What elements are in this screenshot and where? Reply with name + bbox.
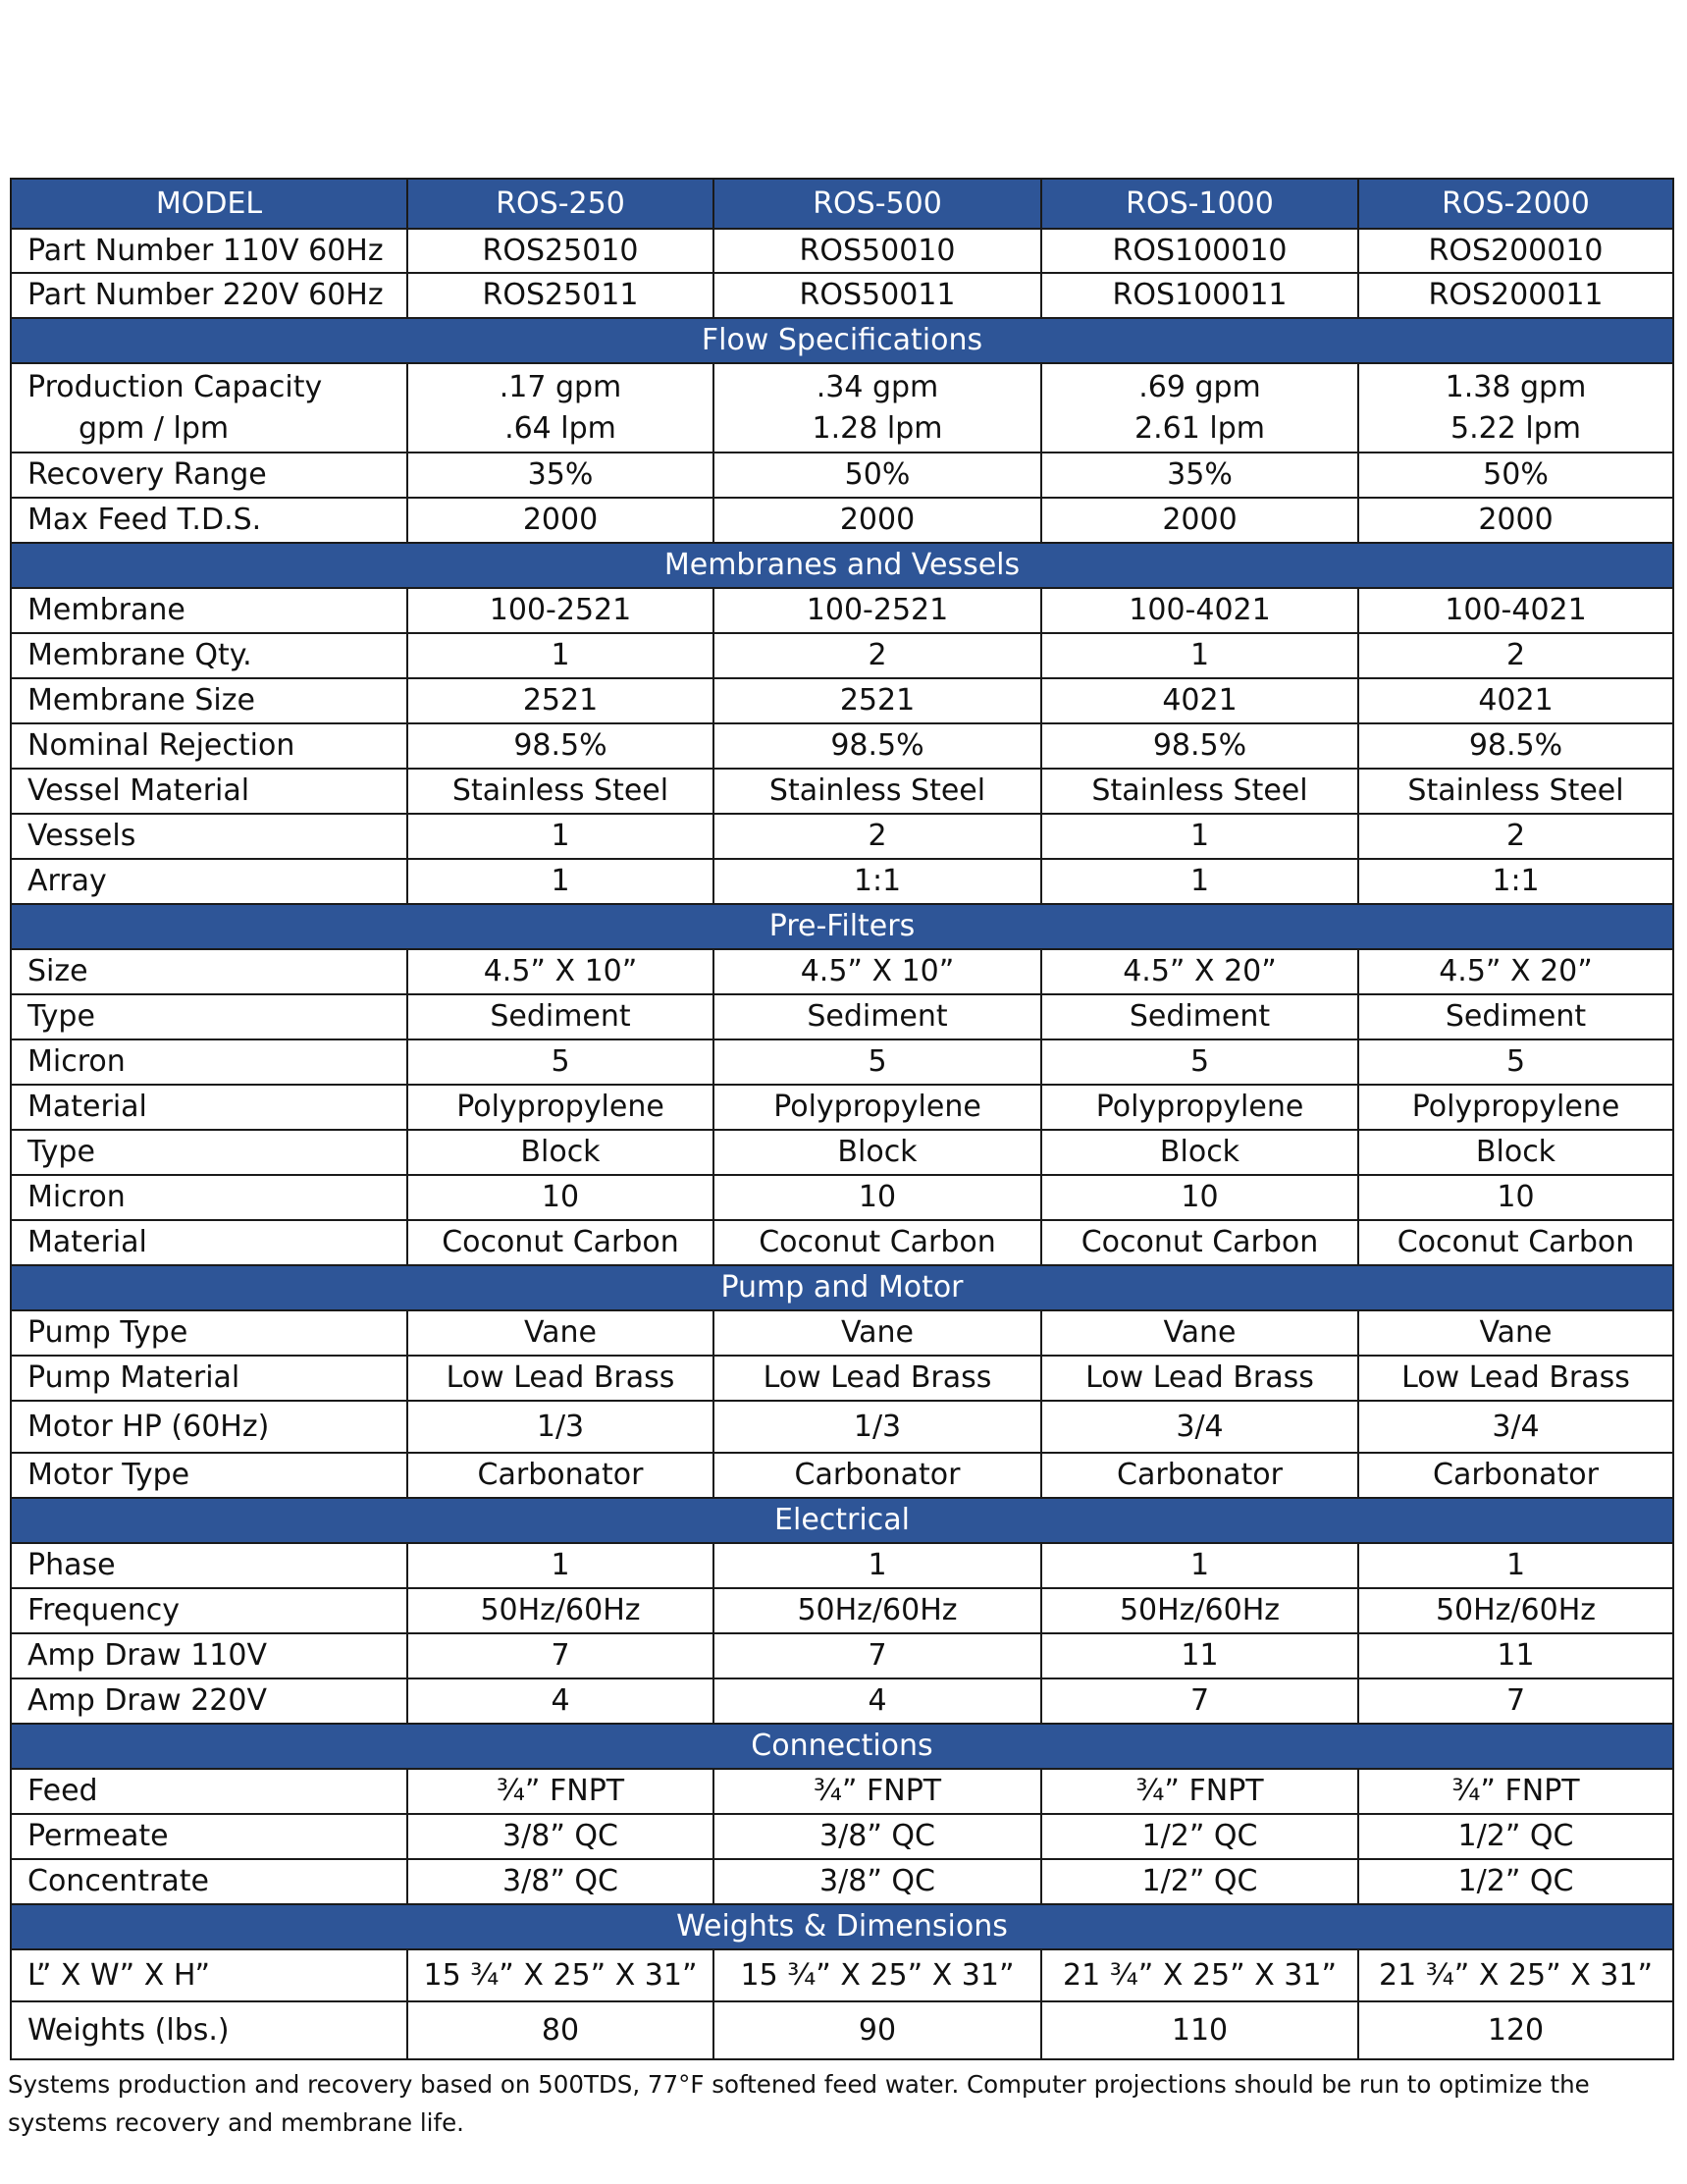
row-label: Pump Material: [11, 1356, 407, 1401]
table-cell: 1: [1358, 1543, 1673, 1588]
table-cell: Vane: [1041, 1310, 1358, 1356]
row-label: Permeate: [11, 1814, 407, 1859]
table-cell: 100-4021: [1358, 588, 1673, 633]
table-cell: Sediment: [1041, 994, 1358, 1039]
table-cell: 1: [713, 1543, 1041, 1588]
table-cell: 5: [1041, 1039, 1358, 1085]
table-row: [11, 1769, 1673, 1814]
row-label: Phase: [11, 1543, 407, 1588]
table-cell: 21 ¾” X 25” X 31”: [1358, 1949, 1673, 2001]
table-cell: 2: [713, 633, 1041, 678]
table-cell: 2000: [407, 498, 713, 543]
table-row: [11, 229, 1673, 273]
table-cell: 10: [1358, 1175, 1673, 1220]
table-cell: [713, 363, 1041, 453]
table-cell: 1: [1041, 1543, 1358, 1588]
table-cell: 110: [1041, 2001, 1358, 2059]
table-cell: 21 ¾” X 25” X 31”: [1041, 1949, 1358, 2001]
table-cell: 7: [407, 1633, 713, 1678]
table-row: [11, 1814, 1673, 1859]
table-row: [11, 1949, 1673, 2001]
row-label: Material: [11, 1220, 407, 1265]
row-label: Membrane Size: [11, 678, 407, 723]
table-cell: [1041, 363, 1358, 453]
row-label: Membrane Qty.: [11, 633, 407, 678]
table-row: [11, 363, 1673, 453]
table-row: [11, 1859, 1673, 1904]
row-label: Amp Draw 110V: [11, 1633, 407, 1678]
table-cell: ROS50010: [713, 229, 1041, 273]
table-cell: 1:1: [1358, 859, 1673, 904]
table-cell: ROS200011: [1358, 273, 1673, 318]
table-cell: 2: [1358, 814, 1673, 859]
table-row: [11, 1085, 1673, 1130]
table-cell: Polypropylene: [1041, 1085, 1358, 1130]
table-cell: 4.5” X 20”: [1041, 949, 1358, 994]
table-row: [11, 814, 1673, 859]
table-cell: 4: [713, 1678, 1041, 1724]
header-ros-1000: ROS-1000: [1041, 179, 1358, 229]
table-cell: Carbonator: [713, 1453, 1041, 1498]
section-title: Membranes and Vessels: [11, 543, 1673, 588]
table-cell: 2000: [1358, 498, 1673, 543]
table-cell: 50Hz/60Hz: [713, 1588, 1041, 1633]
row-label: Feed: [11, 1769, 407, 1814]
table-cell: 15 ¾” X 25” X 31”: [407, 1949, 713, 2001]
table-cell: ROS25011: [407, 273, 713, 318]
table-cell: ROS50011: [713, 273, 1041, 318]
table-row: [11, 1356, 1673, 1401]
row-label: Type: [11, 994, 407, 1039]
row-label-main: Production Capacity: [27, 369, 323, 404]
table-cell: 3/8” QC: [713, 1859, 1041, 1904]
table-cell: 50Hz/60Hz: [1041, 1588, 1358, 1633]
section-row: [11, 904, 1673, 949]
table-cell: Stainless Steel: [1358, 769, 1673, 814]
table-cell: 80: [407, 2001, 713, 2059]
table-cell: Vane: [713, 1310, 1041, 1356]
cell-line: .17 gpm: [499, 369, 622, 404]
table-cell: [407, 363, 713, 453]
table-cell: [1358, 363, 1673, 453]
table-cell: Sediment: [713, 994, 1041, 1039]
row-label-sub: gpm / lpm: [79, 410, 230, 446]
table-cell: 1/2” QC: [1358, 1814, 1673, 1859]
row-label: Size: [11, 949, 407, 994]
table-row: [11, 498, 1673, 543]
header-ros-500: ROS-500: [713, 179, 1041, 229]
table-cell: 4021: [1041, 678, 1358, 723]
table-cell: 2: [713, 814, 1041, 859]
row-label: Material: [11, 1085, 407, 1130]
table-cell: 100-4021: [1041, 588, 1358, 633]
table-row: [11, 1401, 1673, 1453]
table-cell: Vane: [407, 1310, 713, 1356]
table-cell: 1: [1041, 814, 1358, 859]
table-cell: 4: [407, 1678, 713, 1724]
table-cell: 11: [1358, 1633, 1673, 1678]
table-cell: ROS100011: [1041, 273, 1358, 318]
table-cell: 2521: [713, 678, 1041, 723]
row-label: Vessels: [11, 814, 407, 859]
table-cell: Low Lead Brass: [407, 1356, 713, 1401]
table-row: [11, 678, 1673, 723]
section-row: [11, 1724, 1673, 1769]
section-title: Pre-Filters: [11, 904, 1673, 949]
table-cell: 3/8” QC: [713, 1814, 1041, 1859]
table-cell: Coconut Carbon: [1358, 1220, 1673, 1265]
table-row: [11, 1310, 1673, 1356]
table-cell: ¾” FNPT: [713, 1769, 1041, 1814]
table-cell: 98.5%: [1358, 723, 1673, 769]
table-cell: Carbonator: [1358, 1453, 1673, 1498]
table-cell: Vane: [1358, 1310, 1673, 1356]
table-cell: 120: [1358, 2001, 1673, 2059]
table-cell: Low Lead Brass: [713, 1356, 1041, 1401]
table-row: [11, 949, 1673, 994]
row-label: Pump Type: [11, 1310, 407, 1356]
table-cell: 35%: [407, 453, 713, 498]
table-row: [11, 1130, 1673, 1175]
table-row: [11, 1633, 1673, 1678]
table-cell: ROS200010: [1358, 229, 1673, 273]
table-cell: 90: [713, 2001, 1041, 2059]
row-label: Nominal Rejection: [11, 723, 407, 769]
cell-line: 5.22 lpm: [1450, 410, 1581, 446]
section-title: Pump and Motor: [11, 1265, 1673, 1310]
table-cell: Low Lead Brass: [1358, 1356, 1673, 1401]
table-cell: ROS100010: [1041, 229, 1358, 273]
table-cell: 1: [407, 859, 713, 904]
row-label: Type: [11, 1130, 407, 1175]
table-cell: 10: [407, 1175, 713, 1220]
table-cell: 4.5” X 10”: [713, 949, 1041, 994]
table-cell: 1: [407, 633, 713, 678]
table-cell: Polypropylene: [407, 1085, 713, 1130]
table-cell: 7: [1041, 1678, 1358, 1724]
section-row: [11, 1265, 1673, 1310]
table-cell: Sediment: [407, 994, 713, 1039]
row-label: Concentrate: [11, 1859, 407, 1904]
row-label: Part Number 110V 60Hz: [11, 229, 407, 273]
section-row: [11, 1498, 1673, 1543]
table-row: [11, 2001, 1673, 2059]
row-label: [11, 363, 407, 453]
table-row: [11, 723, 1673, 769]
table-row: [11, 273, 1673, 318]
table-cell: Block: [1041, 1130, 1358, 1175]
table-cell: 98.5%: [407, 723, 713, 769]
table-cell: ¾” FNPT: [407, 1769, 713, 1814]
table-cell: 5: [1358, 1039, 1673, 1085]
row-label: Micron: [11, 1175, 407, 1220]
table-cell: 98.5%: [1041, 723, 1358, 769]
table-cell: 2: [1358, 633, 1673, 678]
table-row: [11, 1588, 1673, 1633]
footnote: [8, 2065, 1676, 2142]
table-row: [11, 994, 1673, 1039]
cell-line: .34 gpm: [816, 369, 939, 404]
table-cell: 11: [1041, 1633, 1358, 1678]
table-cell: Carbonator: [1041, 1453, 1358, 1498]
table-cell: 100-2521: [407, 588, 713, 633]
row-label: Array: [11, 859, 407, 904]
table-cell: Stainless Steel: [713, 769, 1041, 814]
section-row: [11, 318, 1673, 363]
row-label: Vessel Material: [11, 769, 407, 814]
section-title: Weights & Dimensions: [11, 1904, 1673, 1949]
table-cell: 10: [1041, 1175, 1358, 1220]
spec-table: [10, 178, 1674, 2060]
table-cell: 35%: [1041, 453, 1358, 498]
table-cell: 10: [713, 1175, 1041, 1220]
header-row: [11, 179, 1673, 229]
cell-line: 1.38 gpm: [1445, 369, 1587, 404]
header-ros-250: ROS-250: [407, 179, 713, 229]
row-label: Motor HP (60Hz): [11, 1401, 407, 1453]
table-cell: Block: [407, 1130, 713, 1175]
footnote-line-1: Systems production and recovery based on 500TDS, 77°F softened feed water. Computer projections should be run to optimize the: [8, 2070, 1590, 2099]
table-cell: 1:1: [713, 859, 1041, 904]
table-row: [11, 453, 1673, 498]
table-row: [11, 769, 1673, 814]
table-row: [11, 1453, 1673, 1498]
table-cell: ¾” FNPT: [1358, 1769, 1673, 1814]
table-cell: 1/2” QC: [1041, 1859, 1358, 1904]
table-cell: 50Hz/60Hz: [1358, 1588, 1673, 1633]
table-cell: 1/3: [407, 1401, 713, 1453]
table-row: [11, 859, 1673, 904]
cell-line: .69 gpm: [1138, 369, 1261, 404]
table-cell: Stainless Steel: [407, 769, 713, 814]
table-cell: Coconut Carbon: [407, 1220, 713, 1265]
table-cell: 1: [407, 1543, 713, 1588]
table-cell: 3/4: [1041, 1401, 1358, 1453]
row-label: Motor Type: [11, 1453, 407, 1498]
table-cell: ROS25010: [407, 229, 713, 273]
section-row: [11, 543, 1673, 588]
table-cell: 15 ¾” X 25” X 31”: [713, 1949, 1041, 2001]
section-title: Flow Specifications: [11, 318, 1673, 363]
table-cell: 50Hz/60Hz: [407, 1588, 713, 1633]
spec-table-body: [11, 179, 1673, 2059]
table-cell: Carbonator: [407, 1453, 713, 1498]
table-cell: 4021: [1358, 678, 1673, 723]
row-label: Max Feed T.D.S.: [11, 498, 407, 543]
table-cell: 1/3: [713, 1401, 1041, 1453]
header-ros-2000: ROS-2000: [1358, 179, 1673, 229]
table-cell: Block: [1358, 1130, 1673, 1175]
table-cell: ¾” FNPT: [1041, 1769, 1358, 1814]
section-title: Electrical: [11, 1498, 1673, 1543]
table-cell: 1: [407, 814, 713, 859]
row-label: Micron: [11, 1039, 407, 1085]
table-cell: 1: [1041, 633, 1358, 678]
table-row: [11, 1220, 1673, 1265]
table-cell: Stainless Steel: [1041, 769, 1358, 814]
table-cell: 2521: [407, 678, 713, 723]
row-label: Amp Draw 220V: [11, 1678, 407, 1724]
table-cell: Polypropylene: [713, 1085, 1041, 1130]
table-cell: 1/2” QC: [1358, 1859, 1673, 1904]
table-cell: Polypropylene: [1358, 1085, 1673, 1130]
table-cell: 3/4: [1358, 1401, 1673, 1453]
row-label: Frequency: [11, 1588, 407, 1633]
table-cell: 100-2521: [713, 588, 1041, 633]
cell-line: .64 lpm: [504, 410, 616, 446]
section-row: [11, 1904, 1673, 1949]
row-label: Weights (lbs.): [11, 2001, 407, 2059]
table-cell: 3/8” QC: [407, 1814, 713, 1859]
table-row: [11, 633, 1673, 678]
cell-line: 2.61 lpm: [1134, 410, 1265, 446]
row-label: Membrane: [11, 588, 407, 633]
table-row: [11, 1678, 1673, 1724]
table-row: [11, 1175, 1673, 1220]
table-cell: 4.5” X 20”: [1358, 949, 1673, 994]
row-label: Part Number 220V 60Hz: [11, 273, 407, 318]
row-label: L” X W” X H”: [11, 1949, 407, 2001]
header-model: MODEL: [11, 179, 407, 229]
table-row: [11, 1039, 1673, 1085]
table-cell: 2000: [1041, 498, 1358, 543]
table-cell: 1: [1041, 859, 1358, 904]
table-cell: 3/8” QC: [407, 1859, 713, 1904]
row-label: Recovery Range: [11, 453, 407, 498]
section-title: Connections: [11, 1724, 1673, 1769]
table-cell: 1/2” QC: [1041, 1814, 1358, 1859]
table-cell: Coconut Carbon: [713, 1220, 1041, 1265]
table-cell: 2000: [713, 498, 1041, 543]
table-row: [11, 588, 1673, 633]
footnote-line-2: systems recovery and membrane life.: [8, 2108, 464, 2137]
table-cell: 50%: [1358, 453, 1673, 498]
table-cell: 7: [1358, 1678, 1673, 1724]
table-cell: Coconut Carbon: [1041, 1220, 1358, 1265]
table-cell: 7: [713, 1633, 1041, 1678]
table-cell: 98.5%: [713, 723, 1041, 769]
table-cell: 4.5” X 10”: [407, 949, 713, 994]
table-cell: Low Lead Brass: [1041, 1356, 1358, 1401]
cell-line: 1.28 lpm: [812, 410, 943, 446]
table-cell: Sediment: [1358, 994, 1673, 1039]
table-row: [11, 1543, 1673, 1588]
table-cell: Block: [713, 1130, 1041, 1175]
table-cell: 5: [713, 1039, 1041, 1085]
table-cell: 50%: [713, 453, 1041, 498]
table-cell: 5: [407, 1039, 713, 1085]
